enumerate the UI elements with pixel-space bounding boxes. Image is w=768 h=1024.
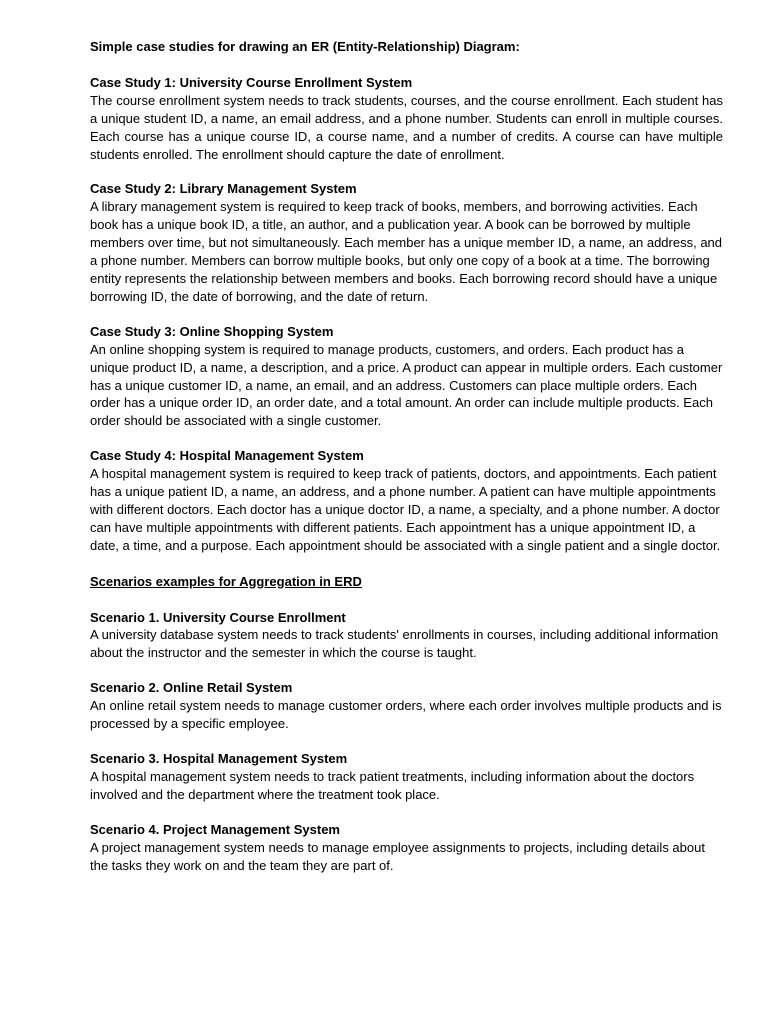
scenario-heading: Scenario 4. Project Management System (90, 821, 340, 837)
scenario-4 (90, 821, 723, 875)
case-study-body: A hospital management system is required to keep track of patients, doctors, and appointments. Each patient has a unique patient ID, a name, an address, and a phone number. A patient can have multiple appointments with different doctors. Each doctor has a unique doctor ID, a name, a specialty, and a phone number. A doctor can have multiple appointments with different patients. Each appointment has a unique appointment ID, a date, a time, and a purpose. Each appointment should be associated with a single patient and a single doctor. (90, 466, 721, 553)
case-study-heading: Case Study 1: University Course Enrollment System (90, 74, 413, 90)
case-study-body: The course enrollment system needs to track students, courses, and the course enrollment. Each student has a unique student ID, a name, an email address, and a phone number. Students can enroll in multiple courses. Each course has a unique course ID, a course name, and a number of credits. A course can have multiple students enrolled. The enrollment should capture the date of enrollment. (90, 92, 723, 162)
scenario-body: An online retail system needs to manage customer orders, where each order involves multiple products and is processed by a specific employee. (90, 698, 722, 732)
scenario-heading: Scenario 2. Online Retail System (90, 680, 293, 696)
aggregation-section-heading: Scenarios examples for Aggregation in ERD (90, 573, 362, 589)
document-page (90, 38, 723, 891)
scenario-body: A university database system needs to track students' enrollments in courses, including additional information about the instructor and the semester in which the course is taught. (90, 627, 719, 661)
case-study-body: An online shopping system is required to manage products, customers, and orders. Each product has a unique product ID, a name, a description, and a price. A product can appear in multiple orders. Each customer has a unique customer ID, a name, an email, and an address. Customers can place multiple orders. Each order has a unique order ID, an order date, and a total amount. An order can include multiple products. Each order should be associated with a single customer. (90, 341, 723, 429)
scenario-heading: Scenario 3. Hospital Management System (90, 751, 348, 766)
case-study-heading: Case Study 4: Hospital Management System (90, 448, 364, 464)
case-study-4 (90, 447, 723, 554)
scenario-body: A hospital management system needs to track patient treatments, including information about the doctors involved and the department where the treatment took place. (90, 768, 695, 802)
scenario-1 (90, 609, 723, 663)
case-study-body: A library management system is required to keep track of books, members, and borrowing activities. Each book has a unique book ID, a title, an author, and a publication year. A book can be borrowed by multiple members over time, but not simultaneously. Each member has a unique member ID, a name, an address, and a phone number. Members can borrow multiple books, but only one copy of a book at a time. The borrowing entity represents the relationship between members and books. Each borrowing record should have a unique borrowing ID, the date of borrowing, and the date of return. (90, 199, 723, 304)
scenario-2 (90, 679, 723, 733)
case-study-3 (90, 323, 723, 430)
case-study-heading: Case Study 3: Online Shopping System (90, 323, 334, 339)
scenario-body: A project management system needs to manage employee assignments to projects, including details about the tasks they work on and the team they are part of. (90, 839, 705, 873)
case-study-1 (90, 74, 723, 164)
case-study-2 (90, 180, 723, 305)
scenario-heading: Scenario 1. University Course Enrollment (90, 609, 346, 625)
case-study-heading: Case Study 2: Library Management System (90, 181, 357, 197)
scenario-3 (90, 750, 723, 804)
document-title: Simple case studies for drawing an ER (Entity-Relationship) Diagram: (90, 39, 520, 54)
